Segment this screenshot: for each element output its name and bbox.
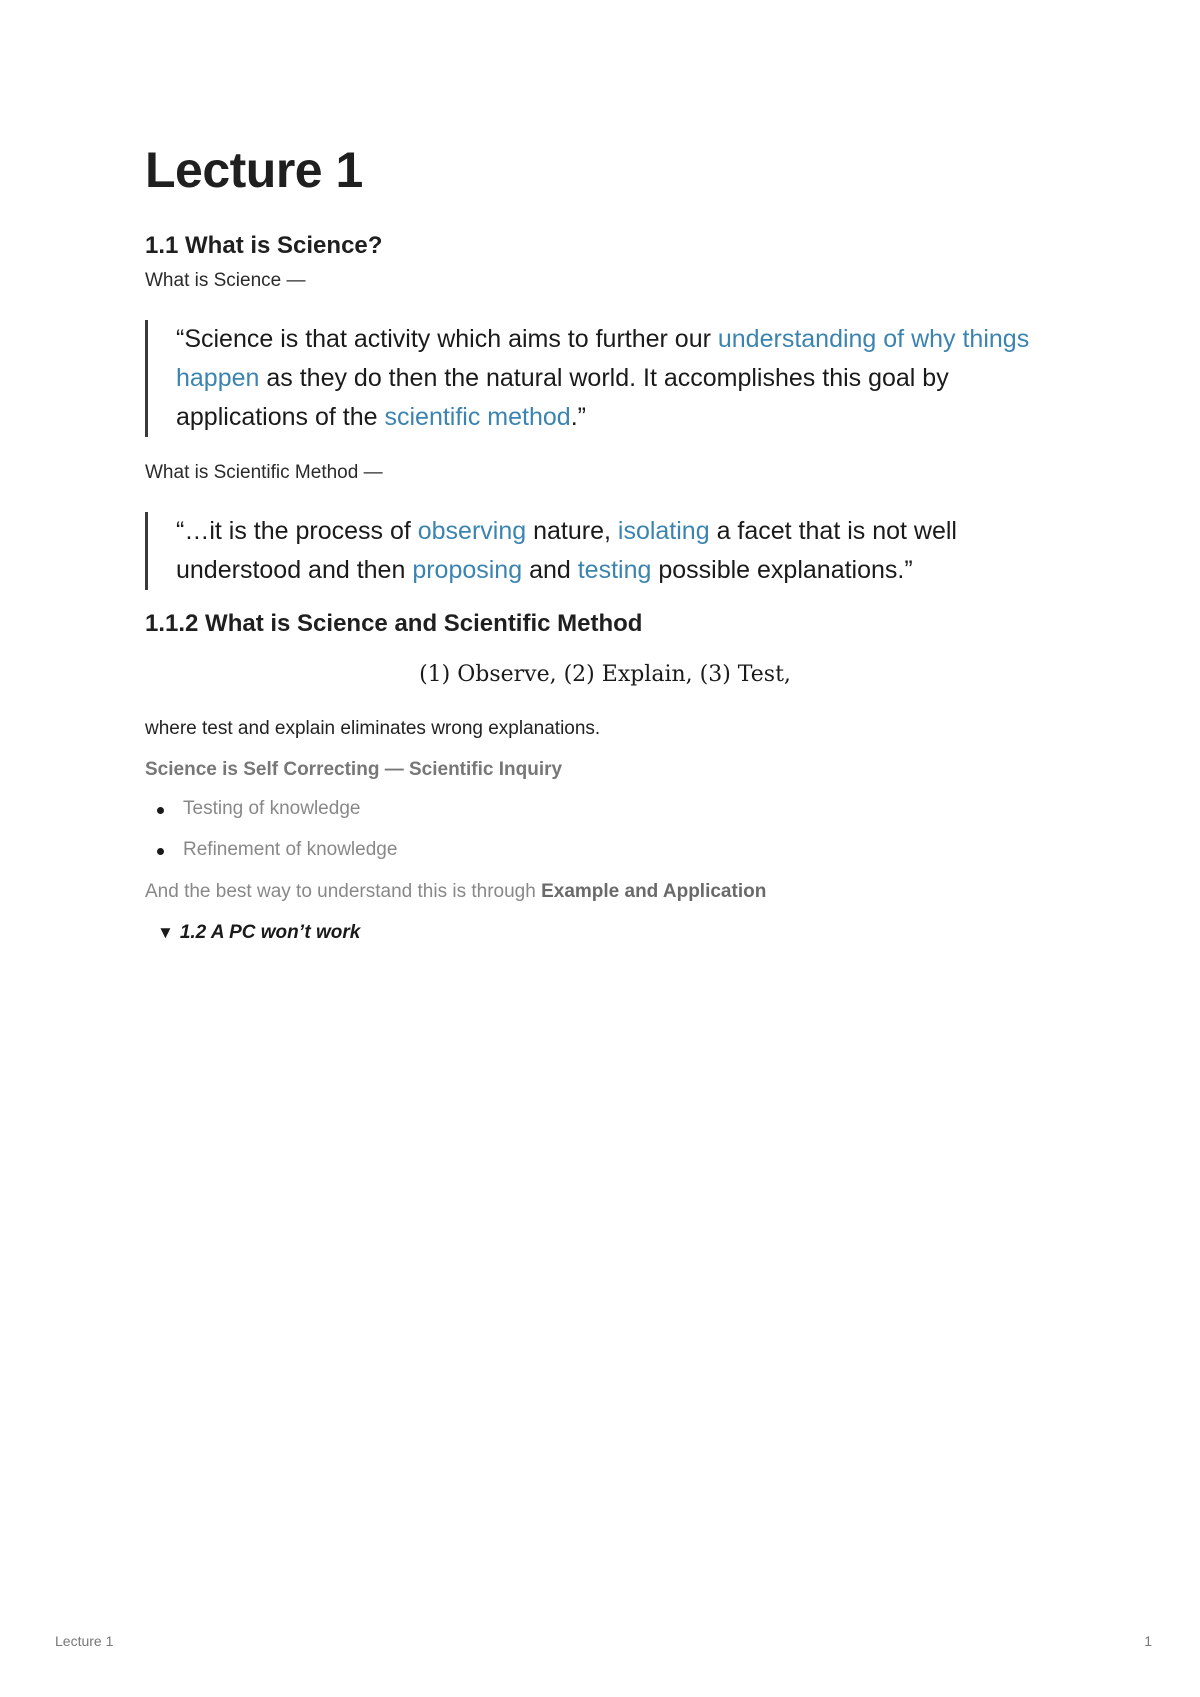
document-page [145,140,1065,945]
scientific-method-quote [145,512,1065,590]
label-what-is-science: What is Science — [145,270,306,292]
quote2-text-5: possible explanations.” [651,555,913,584]
quote2-text-4: and [522,555,578,584]
quote2-text-1: “…it is the process of [176,516,418,545]
list-item [145,797,1065,822]
quote1-text-1: “Science is that activity which aims to further our [176,324,718,353]
quote2-highlight-observing: observing [417,516,527,545]
list-item-label: Testing of knowledge [183,797,361,819]
quote2-highlight-proposing: proposing [412,555,523,584]
subheading-self-correcting: Science is Self Correcting — Scientific Inquiry [145,759,563,781]
section-heading-what-is-science: 1.1 What is Science? [145,232,383,259]
closing-text: And the best way to understand this is through [145,881,542,903]
closing-bold-text: Example and Application [541,881,767,903]
page-title: Lecture 1 [145,142,363,198]
quote1-text-2: as they do then the natural world. It accomplishes this goal by applications of the [176,363,949,431]
science-definition-quote [145,320,1065,437]
math-equation: (1) Observe, (2) Explain, (3) Test, [419,661,791,687]
quote2-highlight-isolating: isolating [617,516,710,545]
quote1-highlight-scientific-method: scientific method [384,402,571,431]
bullet-icon [157,807,164,814]
triangle-down-icon[interactable]: ▼ [157,922,174,942]
list-item-label: Refinement of knowledge [183,839,398,861]
toggle-label[interactable]: 1.2 A PC won’t work [179,921,361,943]
quote2-highlight-testing: testing [577,555,652,584]
label-what-is-scientific-method: What is Scientific Method — [145,461,383,483]
quote2-text-2: nature, [526,516,618,545]
toggle-section-pc-wont-work[interactable] [157,921,1065,946]
footer-title: Lecture 1 [55,1633,114,1649]
explanation-paragraph: where test and explain eliminates wrong explanations. [145,718,601,740]
closing-paragraph [145,880,1065,905]
bullet-icon [157,848,164,855]
section-heading-science-and-method: 1.1.2 What is Science and Scientific Method [145,609,643,637]
footer-page-number: 1 [1144,1633,1152,1649]
bullet-list [145,797,1065,863]
list-item [145,838,1065,863]
quote2-text-3: a facet that is not well understood and then [176,516,957,584]
quote1-highlight-understanding: understanding of why things happen [176,324,1030,392]
quote1-text-3: .” [570,402,586,431]
